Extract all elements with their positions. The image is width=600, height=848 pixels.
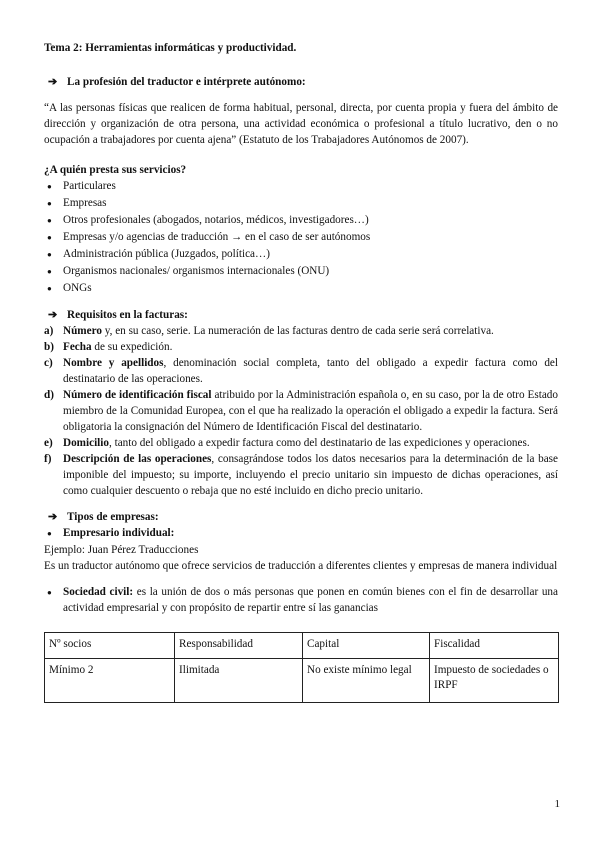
- bullet-icon: ●: [47, 267, 52, 276]
- bullet-icon: ●: [47, 250, 52, 259]
- table-cell: Mínimo 2: [45, 659, 175, 703]
- section-heading-text: Requisitos en la facturas:: [67, 309, 188, 321]
- section-heading-companies: [44, 509, 558, 525]
- civil-society-item: [44, 584, 558, 616]
- page-number: 1: [554, 798, 560, 810]
- bullet-icon: ●: [47, 284, 52, 293]
- list-item: d) Número de identificación fiscal atribuido por la Administración española o, en su caso, por la de otro Estado miembro de la Comunidad Europea, con el que ha realizado la operación el obligado a expedir la factura. Será obligatoria la consignación del Número de Identificación Fiscal del destinatario.: [44, 389, 558, 433]
- table-header-cell: Responsabilidad: [175, 633, 303, 659]
- list-item: ● Otros profesionales (abogados, notarios, médicos, investigadores…): [44, 212, 558, 229]
- list-item: c) Nombre y apellidos, denominación social completa, tanto del obligado a expedir factura como del destinatario de las operaciones.: [44, 357, 559, 385]
- list-item: a) Número y, en su caso, serie. La numeración de las facturas dentro de cada serie será correlativa.: [44, 325, 494, 337]
- individual-entrepreneur-heading: ● Empresario individual:: [44, 525, 558, 542]
- civil-society-description: es la unión de dos o más personas que ponen en común bienes con el fin de desarrollar una actividad empresarial y con propósito de repartir entre sí las ganancias: [63, 586, 558, 614]
- document-title: Tema 2: Herramientas informáticas y productividad.: [44, 42, 297, 54]
- arrow-icon: ➔: [48, 309, 58, 321]
- list-item: ● Organismos nacionales/ organismos internacionales (ONU): [44, 263, 558, 280]
- section-heading-text: La profesión del traductor e intérprete autónomo:: [67, 76, 306, 88]
- list-item: ● Particulares: [44, 178, 558, 195]
- individual-example: Ejemplo: Juan Pérez Traducciones: [44, 544, 199, 556]
- table-header-cell: Capital: [303, 633, 430, 659]
- table-header-cell: Nº socios: [45, 633, 175, 659]
- invoice-requirements-list: [44, 323, 558, 499]
- table-header-row: [45, 633, 559, 659]
- civil-society-table: [44, 632, 559, 703]
- bullet-icon: ●: [47, 182, 52, 191]
- list-item: ● ONGs: [44, 280, 558, 297]
- arrow-icon: ➔: [48, 76, 58, 88]
- list-item: ● Empresas: [44, 195, 558, 212]
- table-cell: Impuesto de sociedades o IRPF: [430, 659, 559, 703]
- list-item: ● Empresas y/o agencias de traducción → en el caso de ser autónomos: [44, 229, 558, 246]
- list-item: b) Fecha de su expedición.: [44, 341, 173, 353]
- section-heading-profession: [44, 74, 558, 90]
- document-page: [44, 40, 558, 703]
- civil-society-term: Sociedad civil:: [63, 586, 134, 598]
- arrow-icon: ➔: [48, 511, 58, 523]
- bullet-icon: ●: [47, 529, 52, 538]
- section-heading-invoices: [44, 307, 558, 323]
- list-item: e) Domicilio, tanto del obligado a expedir factura como del destinatario de las expediciones y operaciones.: [44, 437, 530, 449]
- bullet-icon: ●: [47, 588, 52, 597]
- definition-quote: “A las personas físicas que realicen de forma habitual, personal, directa, por cuenta propia y fuera del ámbito de dirección y organización de otra persona, una actividad económica o profesional a título lucrativo, den o no ocupación a trabajadores por cuenta ajena” (Estatuto de los Trabajadores Autónomos de 2007).: [44, 102, 558, 146]
- section-heading-text: Tipos de empresas:: [67, 511, 159, 523]
- list-item: ● Administración pública (Juzgados, política…): [44, 246, 558, 263]
- table-cell: Ilimitada: [175, 659, 303, 703]
- individual-description: Es un traductor autónomo que ofrece servicios de traducción a diferentes clientes y empresas de manera individual: [44, 560, 558, 572]
- bullet-icon: ●: [47, 199, 52, 208]
- bullet-icon: ●: [47, 216, 52, 225]
- list-item: f) Descripción de las operaciones, consagrándose todos los datos necesarios para la determinación de la base imponible del impuesto; su importe, incluyendo el precio unitario sin impuesto de dichas operaciones, así como cualquier descuento o rebaja que no esté incluido en dicho precio unitario.: [44, 453, 558, 497]
- bullet-icon: ●: [47, 233, 52, 242]
- services-heading: ¿A quién presta sus servicios?: [44, 164, 187, 176]
- table-header-cell: Fiscalidad: [430, 633, 559, 659]
- table-cell: No existe mínimo legal: [303, 659, 430, 703]
- table-row: [45, 659, 559, 703]
- services-list: [44, 178, 558, 297]
